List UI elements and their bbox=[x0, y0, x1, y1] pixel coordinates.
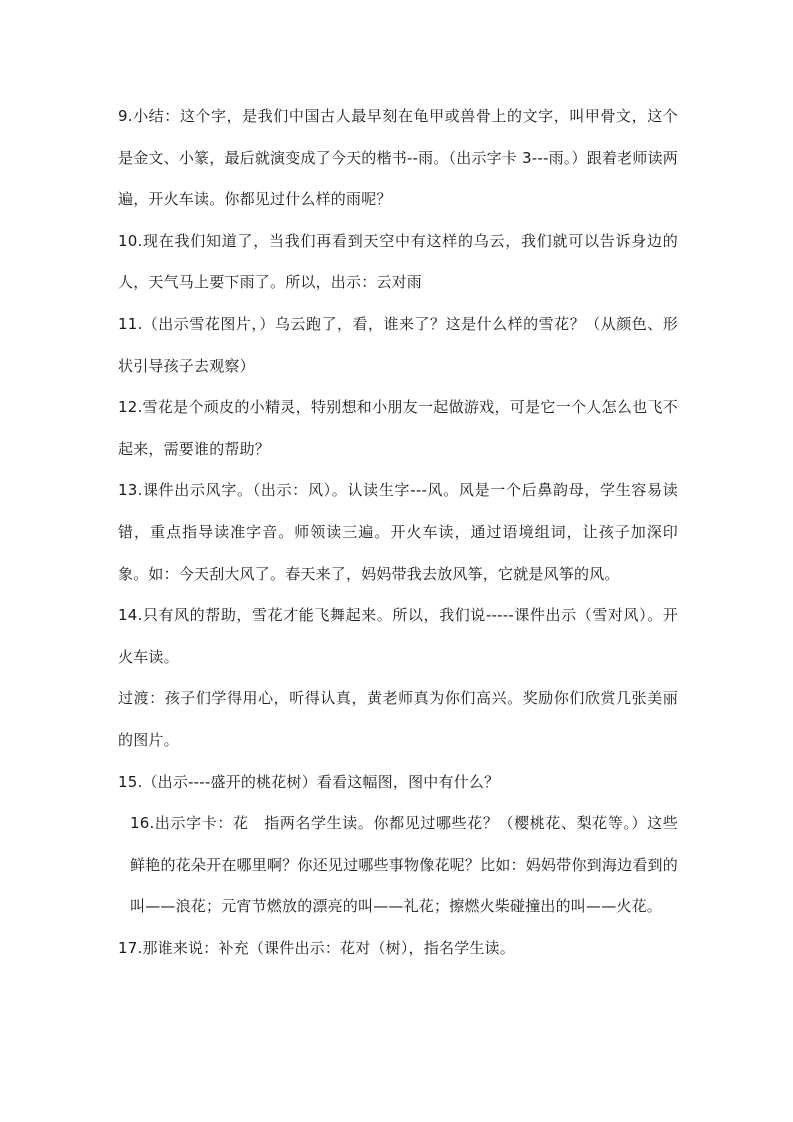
paragraph-15: 15.（出示----盛开的桃花树）看看这幅图，图中有什么？ bbox=[118, 772, 500, 791]
paragraph-17: 17.那谁来说：补充（课件出示：花对（树），指名学生读。 bbox=[118, 938, 515, 957]
document-page bbox=[118, 96, 678, 969]
paragraph-12: 12.雪花是个顽皮的小精灵，特别想和小朋友一起做游戏，可是它一个人怎么也飞不起来，需要谁的帮助？ bbox=[118, 398, 678, 458]
paragraph-14: 14.只有风的帮助，雪花才能飞舞起来。所以，我们说-----课件出示（雪对风）。开火车读。 bbox=[118, 606, 678, 666]
paragraph-16: 16.出示字卡：花 指两名学生读。你都见过哪些花？（樱桃花、梨花等。）这些鲜艳的花朵开在哪里啊？你还见过哪些事物像花呢？比如：妈妈带你到海边看到的叫——浪花；元宵节燃放的漂亮的叫——礼花；擦燃火柴碰撞出的叫——火花。 bbox=[130, 814, 678, 916]
paragraph-transition: 过渡：孩子们学得用心，听得认真，黄老师真为你们高兴。奖励你们欣赏几张美丽的图片。 bbox=[118, 689, 678, 749]
paragraph-13: 13.课件出示风字。（出示：风）。认读生字---风。风是一个后鼻韵母，学生容易读错，重点指导读准字音。师领读三遍。开火车读，通过语境组词，让孩子加深印象。如：今天刮大风了。春天来了，妈妈带我去放风筝，它就是风筝的风。 bbox=[118, 481, 678, 583]
paragraph-10: 10.现在我们知道了，当我们再看到天空中有这样的乌云，我们就可以告诉身边的人，天气马上要下雨了。所以，出示：云对雨 bbox=[118, 231, 678, 292]
paragraph-11: 11.（出示雪花图片，）乌云跑了，看，谁来了？这是什么样的雪花？（从颜色、形状引导孩子去观察） bbox=[118, 314, 678, 375]
paragraph-9: 9.小结：这个字，是我们中国古人最早刻在龟甲或兽骨上的文字，叫甲骨文，这个是金文、小篆，最后就演变成了今天的楷书--雨。（出示字卡 3---雨。）跟着老师读两遍，开火车读。你都见过什么样的雨呢？ bbox=[118, 107, 678, 209]
